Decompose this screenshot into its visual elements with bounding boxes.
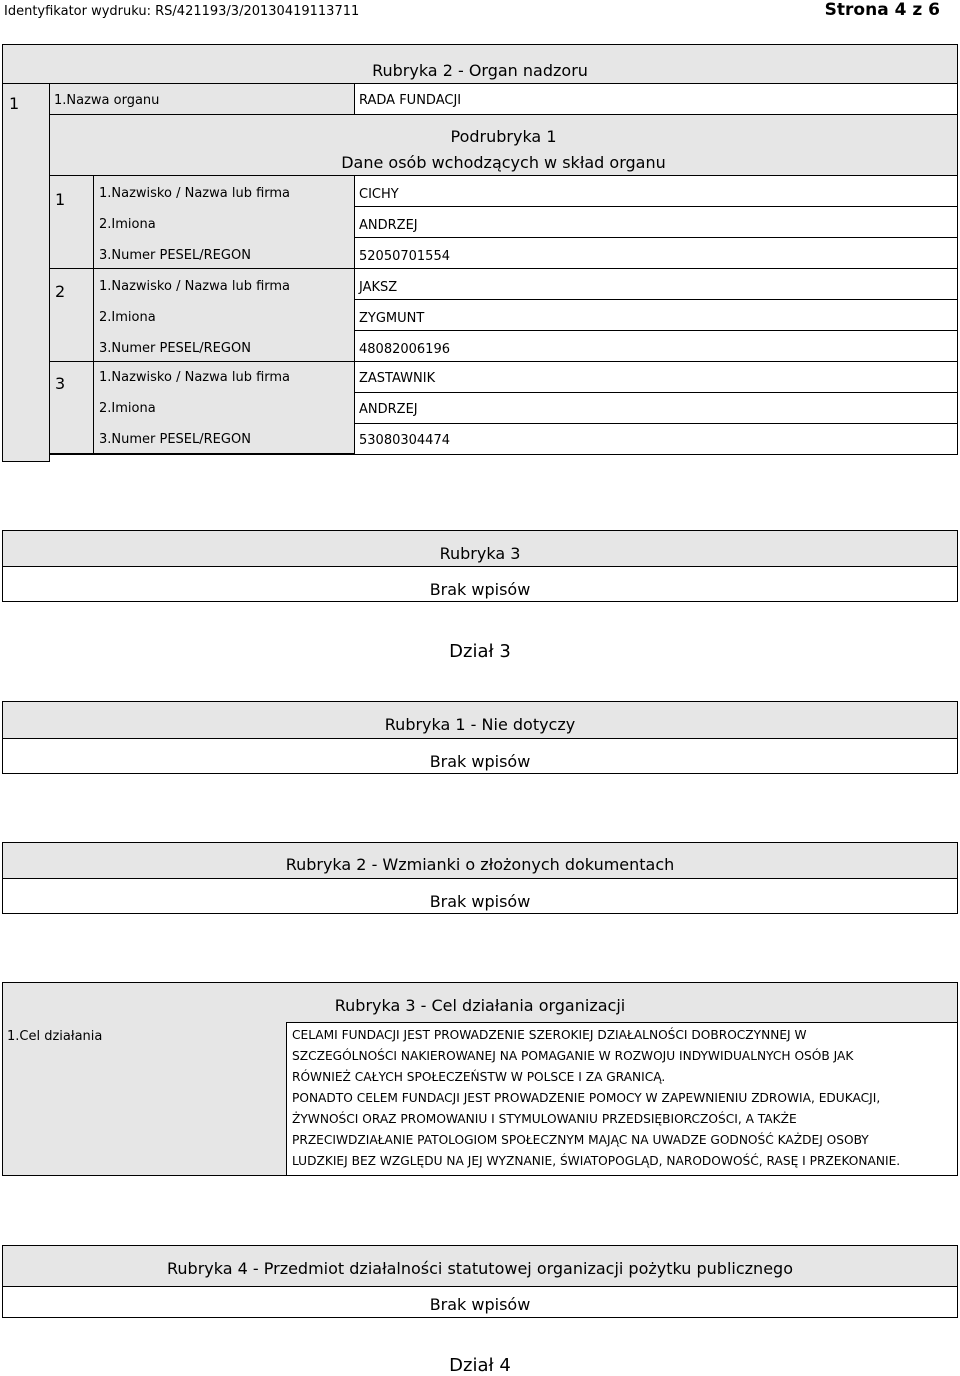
rubryka3-title: Rubryka 3 — [2, 530, 958, 567]
surname-value: ZASTAWNIK — [354, 361, 958, 393]
table-bottom-line — [49, 454, 958, 455]
member-divider — [49, 268, 355, 269]
member-number: 2 — [55, 282, 66, 301]
d3-rubryka1-empty: Brak wpisów — [2, 738, 958, 774]
d3-rubryka3-title: Rubryka 3 - Cel działania organizacji — [334, 996, 626, 1015]
rubryka2-number-column — [2, 83, 50, 462]
rubryka2-section — [0, 44, 960, 462]
pesel-value: 48082006196 — [354, 330, 958, 362]
podrubryka-title: Podrubryka 1 Dane osób wchodzących w skład organu — [49, 114, 958, 176]
pesel-label: 3.Numer PESEL/REGON — [99, 432, 251, 447]
purpose-line: ŻYWNOŚCI ORAZ PROMOWANIU I STYMULOWANIU PRZEDSIĘBIORCZOŚCI, A TAKŻE — [292, 1112, 797, 1126]
pesel-label: 3.Numer PESEL/REGON — [99, 248, 251, 263]
purpose-value — [286, 1022, 958, 1176]
surname-label: 1.Nazwisko / Nazwa lub firma — [99, 186, 291, 201]
names-label: 2.Imiona — [99, 217, 156, 232]
names-label: 2.Imiona — [99, 401, 156, 416]
pesel-value: 52050701554 — [354, 237, 958, 269]
purpose-line: CELAMI FUNDACJI JEST PROWADZENIE SZEROKIEJ DZIAŁALNOŚCI DOBROCZYNNEJ W — [292, 1028, 807, 1042]
purpose-line: PRZECIWDZIAŁANIE PATOLOGIOM SPOŁECZNYM MAJĄC NA UWADZE GODNOŚĆ KAŻDEJ OSOBY — [292, 1133, 869, 1147]
surname-value: JAKSZ — [354, 268, 958, 300]
dzial4-heading: Dział 4 — [449, 1355, 511, 1376]
names-label: 2.Imiona — [99, 310, 156, 325]
purpose-line: RÓWNIEŻ CAŁYCH SPOŁECZEŃSTW W POLSCE I ZA GRANICĄ. — [292, 1070, 666, 1084]
names-value: ANDRZEJ — [354, 206, 958, 238]
member-number: 1 — [55, 190, 66, 209]
d3-rubryka1-title: Rubryka 1 - Nie dotyczy — [2, 701, 958, 739]
page-number: Strona 4 z 6 — [824, 0, 940, 20]
d3-rubryka4-empty: Brak wpisów — [2, 1286, 958, 1318]
member-number-column — [49, 175, 94, 454]
rubryka2-row-number: 1 — [9, 94, 20, 113]
member-number: 3 — [55, 374, 66, 393]
d3-rubryka4-title: Rubryka 4 - Przedmiot działalności statutowej organizacji pożytku publicznego — [2, 1245, 958, 1287]
purpose-label: 1.Cel działania — [7, 1029, 103, 1044]
member-divider — [49, 361, 355, 362]
surname-value: CICHY — [354, 175, 958, 207]
rubryka2-title: Rubryka 2 - Organ nadzoru — [2, 44, 958, 84]
names-value: ZYGMUNT — [354, 299, 958, 331]
d3-rubryka2-empty: Brak wpisów — [2, 878, 958, 914]
purpose-line: LUDZKIEJ BEZ WZGLĘDU NA JEJ WYZNANIE, ŚWIATOPOGLĄD, NARODOWOŚĆ, RASĘ I PRZEKONANIE. — [292, 1154, 901, 1168]
pesel-value: 53080304474 — [354, 423, 958, 455]
rubryka3-empty: Brak wpisów — [2, 566, 958, 602]
names-value: ANDRZEJ — [354, 392, 958, 424]
purpose-line: SZCZEGÓLNOŚCI NAKIEROWANEJ NA POMAGANIE W ROZWOJU INDYWIDUALNYCH OSÓB JAK — [292, 1049, 854, 1063]
organ-name-value: RADA FUNDACJI — [354, 83, 958, 115]
dzial3-heading: Dział 3 — [449, 641, 511, 662]
organ-name-label: 1.Nazwa organu — [49, 83, 355, 115]
pesel-label: 3.Numer PESEL/REGON — [99, 341, 251, 356]
purpose-line: PONADTO CELEM FUNDACJI JEST PROWADZENIE POMOCY W ZAPEWNIENIU ZDROWIA, EDUKACJI, — [292, 1091, 881, 1105]
surname-label: 1.Nazwisko / Nazwa lub firma — [99, 370, 291, 385]
d3-rubryka2-title: Rubryka 2 - Wzmianki o złożonych dokumentach — [2, 842, 958, 879]
print-identifier: Identyfikator wydruku: RS/421193/3/20130419113711 — [4, 4, 360, 19]
surname-label: 1.Nazwisko / Nazwa lub firma — [99, 279, 291, 294]
